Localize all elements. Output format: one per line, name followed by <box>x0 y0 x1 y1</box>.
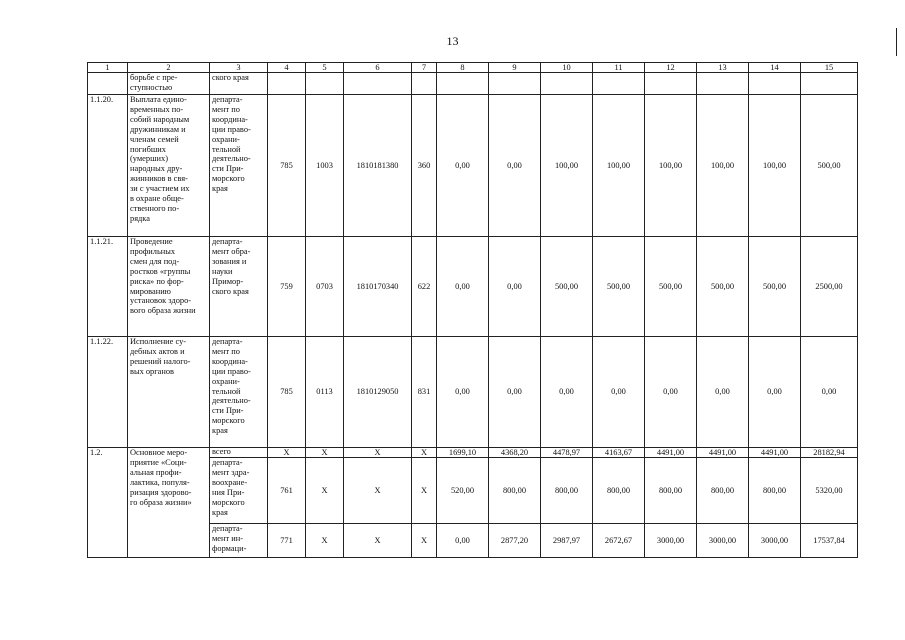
column-number: 12 <box>645 63 697 73</box>
amount-cell: 500,00 <box>593 237 645 337</box>
csr-code: 1810170340 <box>344 237 412 337</box>
row-number: 1.1.21. <box>88 237 128 337</box>
amount-cell: 0,00 <box>489 337 541 448</box>
amount-cell: 0,00 <box>437 337 489 448</box>
rzpr-code: Х <box>306 458 344 524</box>
grbs-code: 761 <box>268 458 306 524</box>
row-number: 1.2. <box>88 448 128 558</box>
column-number: 7 <box>412 63 437 73</box>
column-number: 5 <box>306 63 344 73</box>
column-number: 4 <box>268 63 306 73</box>
column-number: 8 <box>437 63 489 73</box>
amount-cell: 800,00 <box>489 458 541 524</box>
amount-cell: 3000,00 <box>697 524 749 558</box>
grbs-code: 771 <box>268 524 306 558</box>
rzpr-code: 0113 <box>306 337 344 448</box>
executor-name: ского края <box>210 73 268 95</box>
amount-cell: 4491,00 <box>697 448 749 458</box>
rzpr-code: Х <box>306 524 344 558</box>
total-cell: 0,00 <box>801 337 858 448</box>
budget-table <box>87 62 858 558</box>
amount-cell: 3000,00 <box>749 524 801 558</box>
amount-cell: 0,00 <box>697 337 749 448</box>
amount-cell: 100,00 <box>593 95 645 237</box>
csr-code: Х <box>344 458 412 524</box>
amount-cell: 0,00 <box>437 524 489 558</box>
vr-code: Х <box>412 448 437 458</box>
table-row <box>88 337 858 448</box>
csr-code: 1810181380 <box>344 95 412 237</box>
table-row <box>88 95 858 237</box>
amount-cell: 800,00 <box>645 458 697 524</box>
executor-name: всего <box>210 448 268 458</box>
column-number: 1 <box>88 63 128 73</box>
amount-cell: 100,00 <box>749 95 801 237</box>
amount-cell: 500,00 <box>697 237 749 337</box>
activity-name: Основное меро- приятие «Соци- альная профи- лактика, популя- ризация здорово- го образа жизни» <box>128 448 210 558</box>
amount-cell: 800,00 <box>593 458 645 524</box>
amount-cell: 0,00 <box>593 337 645 448</box>
column-number: 11 <box>593 63 645 73</box>
vr-code: Х <box>412 524 437 558</box>
amount-cell: 520,00 <box>437 458 489 524</box>
executor-name: департа- мент здра- воохране- ния При- морского края <box>210 458 268 524</box>
amount-cell: 2877,20 <box>489 524 541 558</box>
page-edge-mark <box>896 28 897 56</box>
executor-name: департа- мент ин- формаци- <box>210 524 268 558</box>
amount-cell: 0,00 <box>437 95 489 237</box>
column-number: 3 <box>210 63 268 73</box>
total-cell: 2500,00 <box>801 237 858 337</box>
activity-name: Проведение профильных смен для под- ростков «группы риска» по фор- мированию установок здоро- вого образа жизни <box>128 237 210 337</box>
csr-code: 1810129050 <box>344 337 412 448</box>
column-number: 9 <box>489 63 541 73</box>
amount-cell: 800,00 <box>697 458 749 524</box>
column-number: 2 <box>128 63 210 73</box>
amount-cell: 800,00 <box>541 458 593 524</box>
activity-name: Исполнение су- дебных актов и решений налого- вых органов <box>128 337 210 448</box>
column-number: 10 <box>541 63 593 73</box>
rzpr-code: Х <box>306 448 344 458</box>
amount-cell: 0,00 <box>541 337 593 448</box>
vr-code: 360 <box>412 95 437 237</box>
amount-cell: 4491,00 <box>645 448 697 458</box>
vr-code: 831 <box>412 337 437 448</box>
amount-cell: 2672,67 <box>593 524 645 558</box>
amount-cell: 3000,00 <box>645 524 697 558</box>
amount-cell: 100,00 <box>697 95 749 237</box>
amount-cell: 2987,97 <box>541 524 593 558</box>
amount-cell: 1699,10 <box>437 448 489 458</box>
column-number: 14 <box>749 63 801 73</box>
amount-cell: 500,00 <box>645 237 697 337</box>
amount-cell: 800,00 <box>749 458 801 524</box>
amount-cell: 4368,20 <box>489 448 541 458</box>
amount-cell: 0,00 <box>437 237 489 337</box>
column-number: 6 <box>344 63 412 73</box>
executor-name: департа- мент по координа- ции право- охрани- тельной деятельно- сти При- морского края <box>210 95 268 237</box>
table-row-total <box>88 448 858 458</box>
activity-name: борьбе с пре- ступностью <box>128 73 210 95</box>
column-number-row <box>88 63 858 73</box>
total-cell: 5320,00 <box>801 458 858 524</box>
grbs-code: 785 <box>268 337 306 448</box>
amount-cell: 500,00 <box>749 237 801 337</box>
amount-cell: 100,00 <box>541 95 593 237</box>
rzpr-code: 1003 <box>306 95 344 237</box>
column-number: 15 <box>801 63 858 73</box>
continuation-row <box>88 73 858 95</box>
amount-cell: 4491,00 <box>749 448 801 458</box>
amount-cell: 4163,67 <box>593 448 645 458</box>
page-number: 13 <box>446 34 459 48</box>
table-row <box>88 237 858 337</box>
grbs-code: 785 <box>268 95 306 237</box>
executor-name: департа- мент обра- зования и науки Примор- ского края <box>210 237 268 337</box>
row-number: 1.1.20. <box>88 95 128 237</box>
amount-cell: 0,00 <box>645 337 697 448</box>
amount-cell: 100,00 <box>645 95 697 237</box>
grbs-code: Х <box>268 448 306 458</box>
amount-cell: 4478,97 <box>541 448 593 458</box>
vr-code: Х <box>412 458 437 524</box>
executor-name: департа- мент по координа- ции право- охрани- тельной деятельно- сти При- морского края <box>210 337 268 448</box>
row-number: 1.1.22. <box>88 337 128 448</box>
amount-cell: 500,00 <box>541 237 593 337</box>
vr-code: 622 <box>412 237 437 337</box>
csr-code: Х <box>344 448 412 458</box>
amount-cell: 0,00 <box>489 95 541 237</box>
rzpr-code: 0703 <box>306 237 344 337</box>
grbs-code: 759 <box>268 237 306 337</box>
amount-cell: 0,00 <box>749 337 801 448</box>
total-cell: 28182,94 <box>801 448 858 458</box>
column-number: 13 <box>697 63 749 73</box>
total-cell: 500,00 <box>801 95 858 237</box>
activity-name: Выплата едино- временных по- собий народным дружинникам и членам семей погибших (умерших) народных дру- жинников в свя- зи с участием их в охране обще- ственного по- рядка <box>128 95 210 237</box>
amount-cell: 0,00 <box>489 237 541 337</box>
total-cell: 17537,84 <box>801 524 858 558</box>
csr-code: Х <box>344 524 412 558</box>
